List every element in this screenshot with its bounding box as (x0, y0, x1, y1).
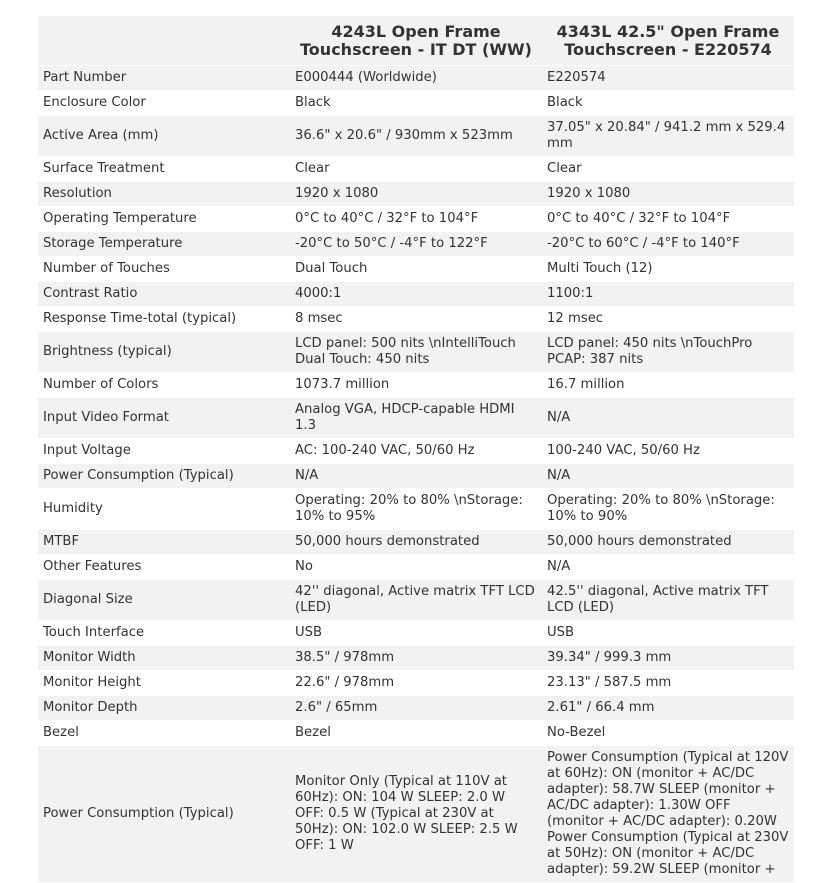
spec-label: Touch Interface (38, 621, 290, 646)
spec-label: Monitor Height (38, 671, 290, 696)
table-row (38, 398, 794, 439)
spec-value-product-b: Operating: 20% to 80% \nStorage: 10% to 90% (542, 489, 794, 530)
spec-body (38, 66, 794, 883)
spec-value-product-a: Operating: 20% to 80% \nStorage: 10% to 95% (290, 489, 542, 530)
table-row (38, 464, 794, 489)
spec-label: MTBF (38, 530, 290, 555)
table-row (38, 439, 794, 464)
spec-label: Contrast Ratio (38, 282, 290, 307)
table-row (38, 646, 794, 671)
spec-label: Part Number (38, 66, 290, 91)
spec-value-product-a: E000444 (Worldwide) (290, 66, 542, 91)
table-row (38, 489, 794, 530)
spec-label: Operating Temperature (38, 207, 290, 232)
header-product-b: 4343L 42.5" Open Frame Touchscreen - E220574 (542, 16, 794, 66)
spec-value-product-a: 0°C to 40°C / 32°F to 104°F (290, 207, 542, 232)
spec-value-product-a: 50,000 hours demonstrated (290, 530, 542, 555)
spec-value-product-b: E220574 (542, 66, 794, 91)
spec-label: Humidity (38, 489, 290, 530)
table-row (38, 66, 794, 91)
spec-value-product-b: 42.5'' diagonal, Active matrix TFT LCD (LED) (542, 580, 794, 621)
spec-value-product-a: N/A (290, 464, 542, 489)
spec-label: Response Time-total (typical) (38, 307, 290, 332)
spec-value-product-a: AC: 100-240 VAC, 50/60 Hz (290, 439, 542, 464)
spec-value-product-b: 0°C to 40°C / 32°F to 104°F (542, 207, 794, 232)
spec-label: Resolution (38, 182, 290, 207)
spec-value-product-b: No-Bezel (542, 721, 794, 746)
table-row (38, 555, 794, 580)
spec-value-product-b: 2.61" / 66.4 mm (542, 696, 794, 721)
spec-value-product-b: Black (542, 91, 794, 116)
spec-value-product-a: Analog VGA, HDCP-capable HDMI 1.3 (290, 398, 542, 439)
table-row (38, 116, 794, 157)
spec-value-product-b: 12 msec (542, 307, 794, 332)
spec-value-product-a: 2.6" / 65mm (290, 696, 542, 721)
table-row (38, 721, 794, 746)
table-row (38, 696, 794, 721)
spec-value-product-b: 37.05" x 20.84" / 941.2 mm x 529.4 mm (542, 116, 794, 157)
table-row (38, 232, 794, 257)
spec-label: Other Features (38, 555, 290, 580)
spec-value-product-b: N/A (542, 398, 794, 439)
spec-label: Brightness (typical) (38, 332, 290, 373)
spec-value-product-a: 8 msec (290, 307, 542, 332)
table-row (38, 373, 794, 398)
spec-value-product-b: 100-240 VAC, 50/60 Hz (542, 439, 794, 464)
spec-value-product-a: 1920 x 1080 (290, 182, 542, 207)
spec-value-product-b: 16.7 million (542, 373, 794, 398)
spec-value-product-b: 1100:1 (542, 282, 794, 307)
spec-value-product-b: 50,000 hours demonstrated (542, 530, 794, 555)
table-row (38, 621, 794, 646)
spec-label: Power Consumption (Typical) (38, 464, 290, 489)
spec-label: Input Video Format (38, 398, 290, 439)
spec-value-product-b: N/A (542, 464, 794, 489)
spec-value-product-b: N/A (542, 555, 794, 580)
spec-value-product-a: Dual Touch (290, 257, 542, 282)
spec-value-product-b: Clear (542, 157, 794, 182)
spec-value-product-b: Multi Touch (12) (542, 257, 794, 282)
table-row (38, 746, 794, 883)
header-product-a: 4243L Open Frame Touchscreen - IT DT (WW) (290, 16, 542, 66)
spec-value-product-a: Monitor Only (Typical at 110V at 60Hz): ON: 104 W SLEEP: 2.0 W OFF: 0.5 W (Typical at 230V at 50Hz): ON: 102.0 W SLEEP: 2.5 W OFF: 1 W (290, 746, 542, 883)
spec-label: Number of Colors (38, 373, 290, 398)
spec-value-product-b: Power Consumption (Typical at 120V at 60Hz): ON (monitor + AC/DC adapter): 58.7W SLEEP (monitor + AC/DC adapter): 1.30W OFF (monitor + AC/DC adapter): 0.20W Power Consumption (Typical at 230V at 50Hz): ON (monitor + AC/DC adapter): 59.2W SLEEP (monitor + (542, 746, 794, 883)
spec-value-product-b: USB (542, 621, 794, 646)
spec-value-product-b: 23.13" / 587.5 mm (542, 671, 794, 696)
spec-label: Enclosure Color (38, 91, 290, 116)
spec-value-product-a: 4000:1 (290, 282, 542, 307)
spec-label: Monitor Width (38, 646, 290, 671)
spec-value-product-a: 22.6" / 978mm (290, 671, 542, 696)
spec-value-product-b: -20°C to 60°C / -4°F to 140°F (542, 232, 794, 257)
spec-value-product-a: 1073.7 million (290, 373, 542, 398)
spec-value-product-a: LCD panel: 500 nits \nIntelliTouch Dual Touch: 450 nits (290, 332, 542, 373)
table-row (38, 157, 794, 182)
header-label-cell (38, 16, 290, 66)
spec-value-product-a: Black (290, 91, 542, 116)
table-row (38, 282, 794, 307)
table-row (38, 580, 794, 621)
table-row (38, 182, 794, 207)
table-row (38, 530, 794, 555)
spec-value-product-a: 38.5" / 978mm (290, 646, 542, 671)
spec-value-product-a: Bezel (290, 721, 542, 746)
spec-label: Monitor Depth (38, 696, 290, 721)
spec-value-product-a: 36.6" x 20.6" / 930mm x 523mm (290, 116, 542, 157)
spec-value-product-a: Clear (290, 157, 542, 182)
spec-label: Surface Treatment (38, 157, 290, 182)
spec-value-product-b: LCD panel: 450 nits \nTouchPro PCAP: 387 nits (542, 332, 794, 373)
spec-value-product-a: 42'' diagonal, Active matrix TFT LCD (LED) (290, 580, 542, 621)
spec-label: Number of Touches (38, 257, 290, 282)
table-row (38, 91, 794, 116)
spec-label: Active Area (mm) (38, 116, 290, 157)
spec-label: Power Consumption (Typical) (38, 746, 290, 883)
spec-label: Bezel (38, 721, 290, 746)
spec-comparison-table (38, 16, 794, 883)
spec-value-product-b: 1920 x 1080 (542, 182, 794, 207)
header-row (38, 16, 794, 66)
spec-value-product-b: 39.34" / 999.3 mm (542, 646, 794, 671)
table-row (38, 671, 794, 696)
table-row (38, 332, 794, 373)
table-row (38, 257, 794, 282)
spec-value-product-a: No (290, 555, 542, 580)
spec-value-product-a: -20°C to 50°C / -4°F to 122°F (290, 232, 542, 257)
spec-label: Storage Temperature (38, 232, 290, 257)
table-row (38, 207, 794, 232)
spec-label: Input Voltage (38, 439, 290, 464)
table-row (38, 307, 794, 332)
spec-label: Diagonal Size (38, 580, 290, 621)
spec-value-product-a: USB (290, 621, 542, 646)
